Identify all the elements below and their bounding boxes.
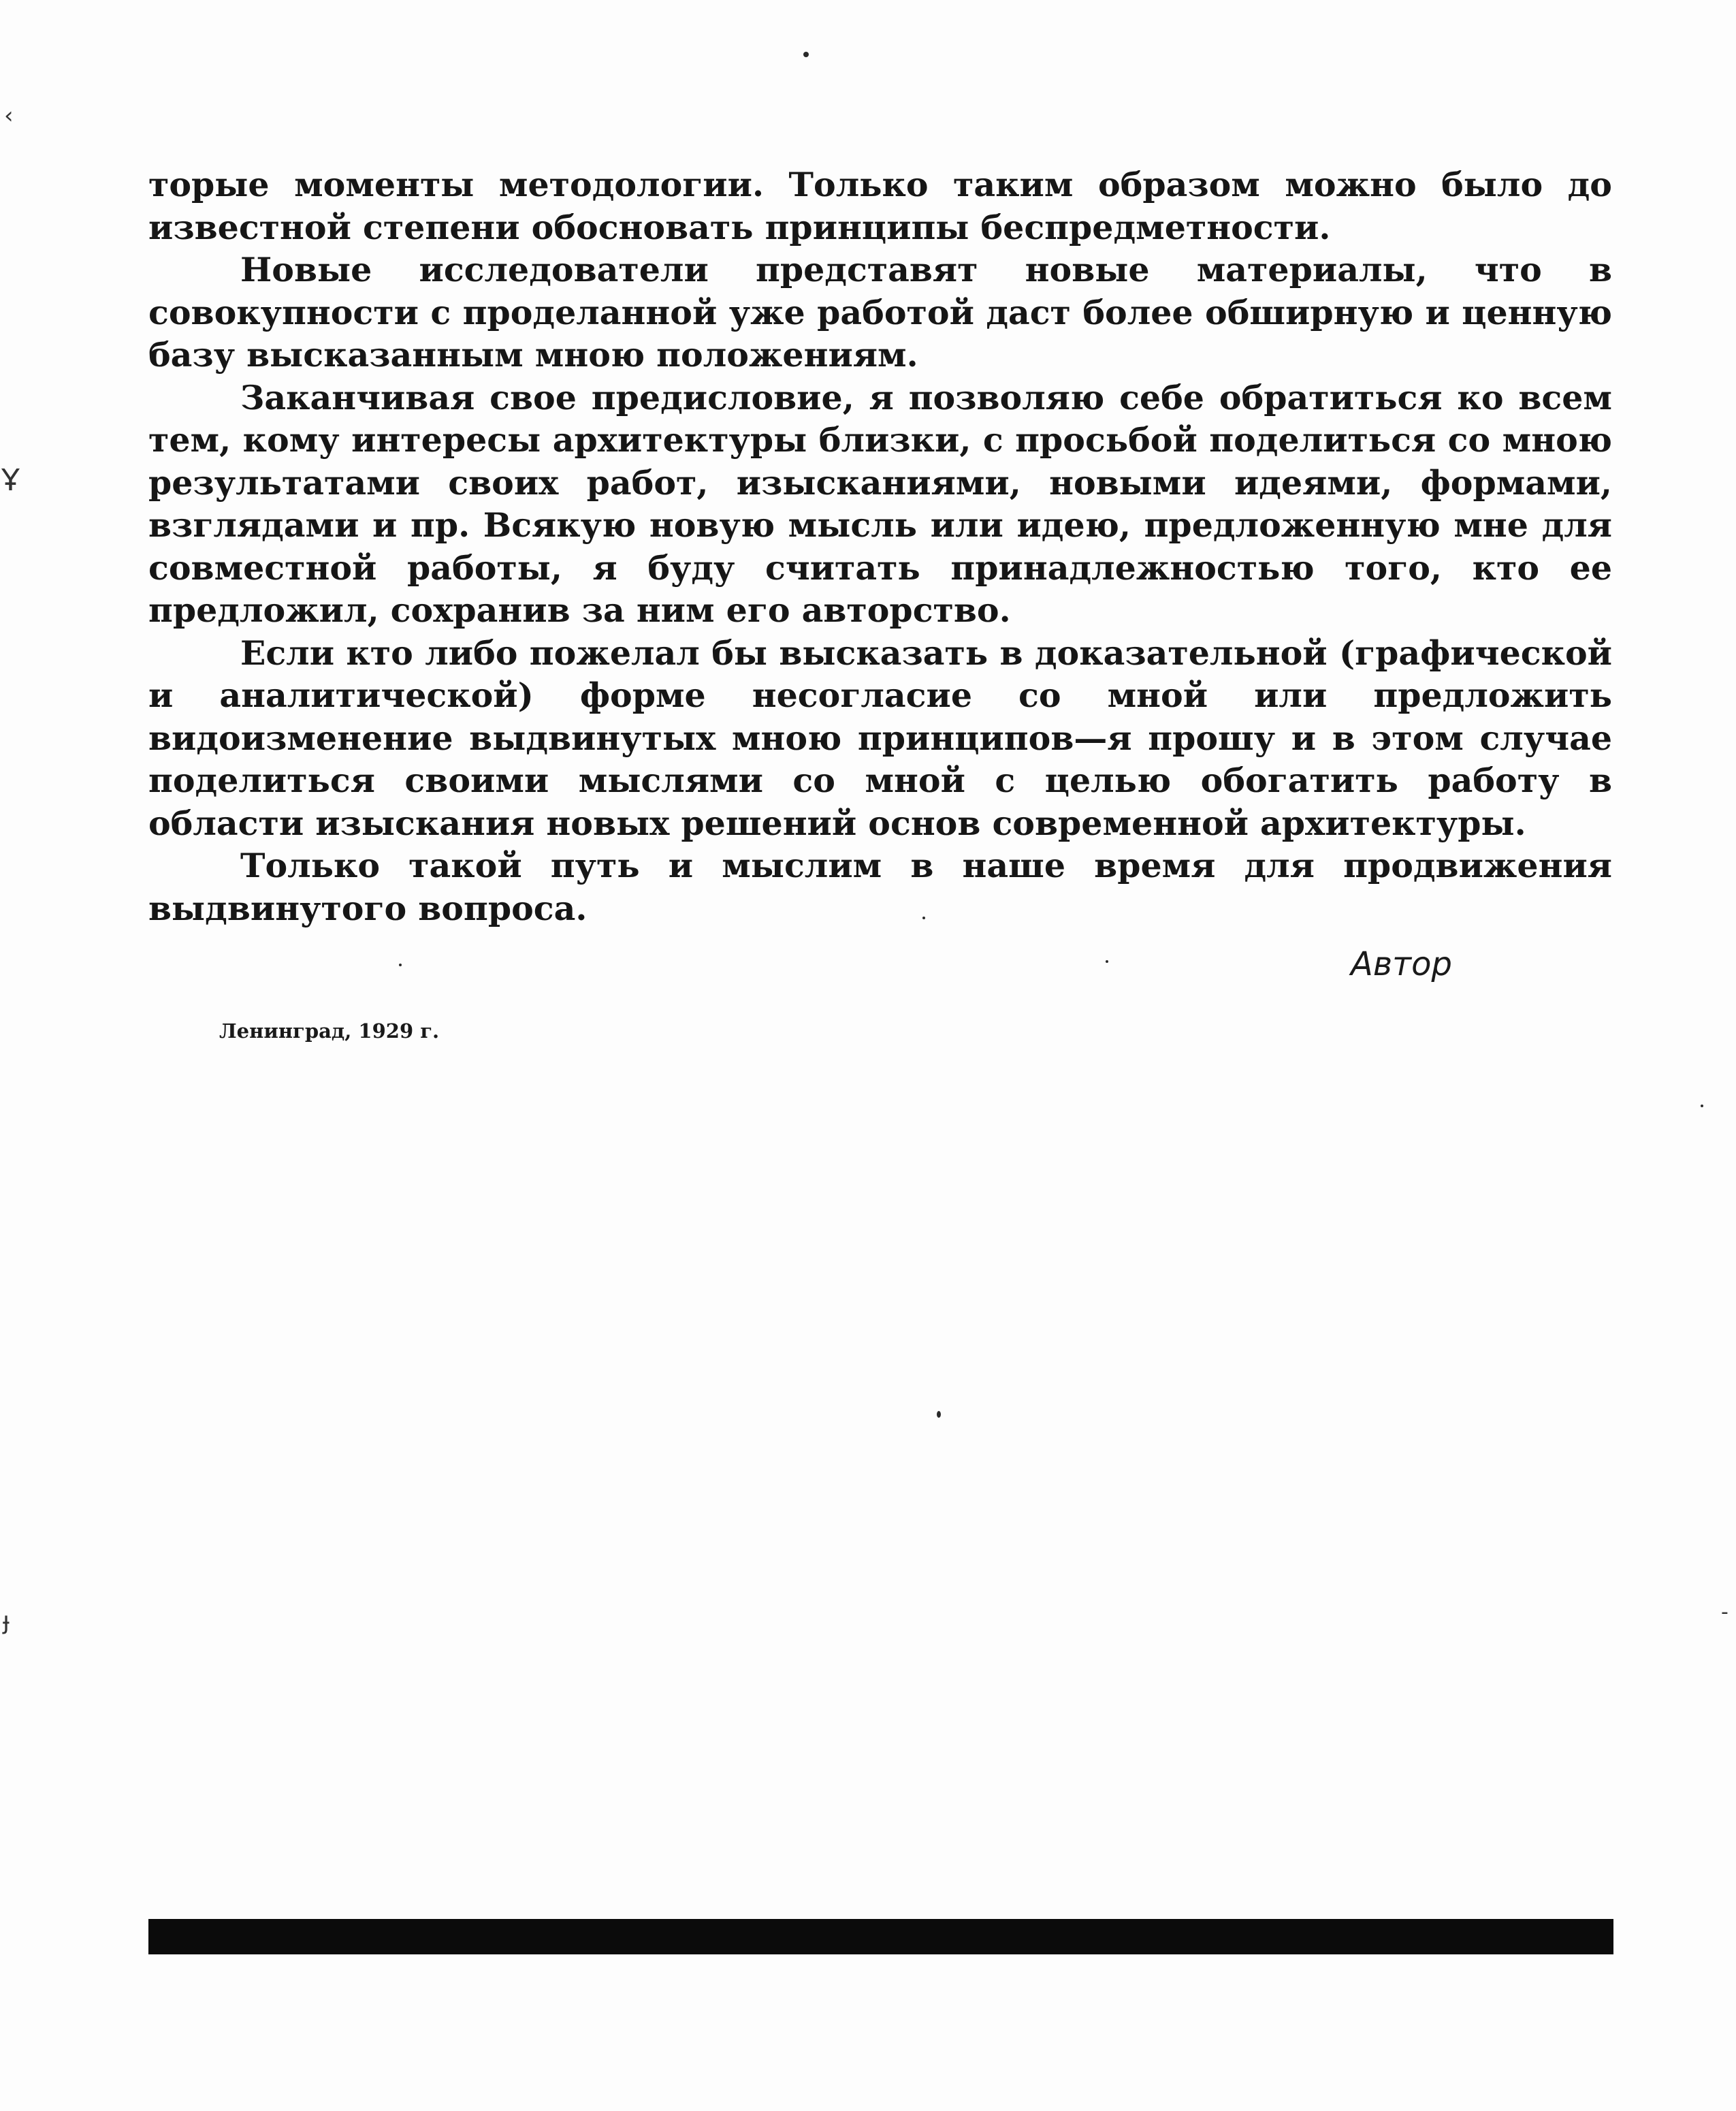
- paragraph-appeal: Заканчивая свое предисловие, я позволяю себе обратиться ко всем тем, кому интересы архитектуры близки, с просьбой поделиться со мною результатами своих работ, изысканиями, новыми идеями, формами, взглядами и пр. Всякую новую мысль или идею, предложенную мне для совместной работы, я буду считать принадлежностью того, кто ее предложил, сохранив за ним его авторство.: [148, 377, 1612, 630]
- body-text: [148, 163, 1612, 930]
- margin-mark: Ұ: [1, 463, 20, 498]
- author-signature: Автор: [1351, 945, 1452, 983]
- scan-speck: [399, 964, 402, 966]
- scan-speck: [1106, 960, 1108, 963]
- scan-speck: [1701, 1105, 1703, 1107]
- margin-mark: ɟ: [3, 1607, 10, 1635]
- margin-mark: -: [1721, 1600, 1729, 1624]
- scan-speck: [803, 52, 809, 57]
- place-date: Ленинград, 1929 г.: [219, 1019, 440, 1043]
- paragraph-disagreement: Если кто либо пожелал бы высказать в доказательной (графической и аналитической) форме несогласие со мной или предложить видоизменение выдвинутых мною принципов—я прошу и в этом случае поделиться своими мыслями со мной с целью обогатить работу в области изыскания новых решений основ современной архитектуры.: [148, 633, 1612, 843]
- bottom-rule: [148, 1919, 1613, 1954]
- paragraph-conclusion: Только такой путь и мыслим в наше время для продвижения выдвинутого вопроса.: [148, 846, 1612, 928]
- paragraph-continuation: торые моменты методологии. Только таким образом можно было до известной степени обосновать принципы беспредметности.: [148, 165, 1612, 247]
- paragraph-new-researchers: Новые исследователи представят новые материалы, что в совокупности с проделанной уже работой даст более обширную и ценную базу высказанным мною положениям.: [148, 250, 1612, 375]
- scan-speck: [937, 1411, 941, 1418]
- margin-mark: ‹: [4, 102, 14, 129]
- scan-speck: [922, 917, 925, 919]
